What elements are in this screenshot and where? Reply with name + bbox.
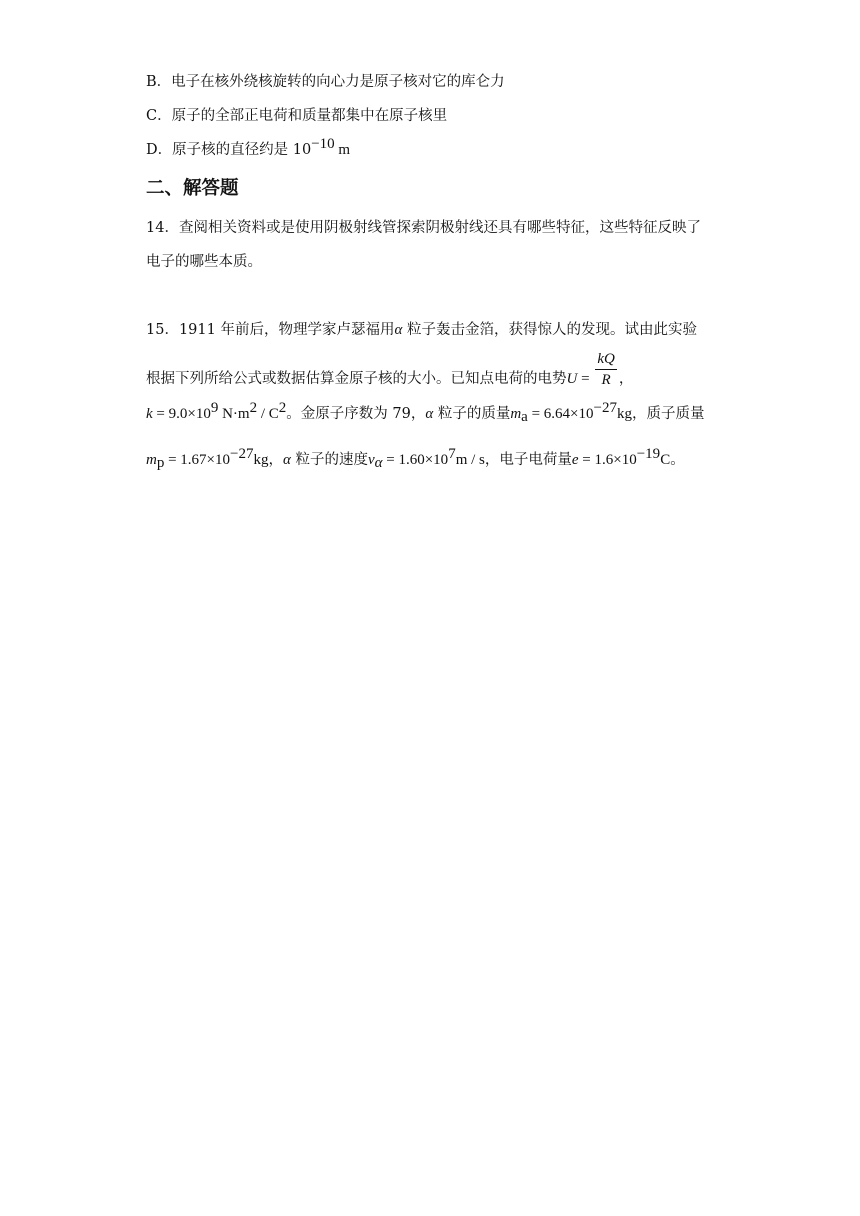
mp-exponent: −27 — [230, 446, 254, 462]
alpha-symbol-2: α — [425, 406, 434, 422]
fraction-numerator: kQ — [595, 352, 617, 370]
k-unit: N·m — [218, 406, 250, 422]
q15-text-3-mid: 。金原子序数为 79， — [286, 406, 426, 422]
question-14-line-1: 14．查阅相关资料或是使用阴极射线管探索阴极射线还具有哪些特征，这些特征反映了 — [146, 220, 701, 236]
option-d-exponent: −10 — [311, 136, 335, 152]
e-value: = 1.6×10 — [578, 452, 637, 468]
ma-value: = 6.64×10 — [527, 406, 594, 422]
mp-subscript: p — [156, 455, 165, 471]
comma: ， — [618, 371, 634, 387]
mp-value: = 1.67×10 — [164, 452, 231, 468]
option-d-text: D．原子核的直径约是 10 — [146, 142, 312, 158]
question-15-line-3 — [146, 400, 705, 425]
ma-exponent: −27 — [593, 400, 617, 416]
mp-unit: kg — [253, 452, 269, 468]
question-15-line-4 — [146, 446, 685, 471]
q15-text-2a: 根据下列所给公式或数据估算金原子核的大小。已知点电荷的电势 — [146, 371, 567, 387]
q15-text-3-end: ，质子质量 — [631, 406, 705, 422]
question-15-line-1 — [146, 323, 697, 338]
k-symbol: k — [146, 406, 153, 422]
mp-symbol: m — [146, 452, 157, 468]
fraction-denominator: R — [601, 372, 611, 388]
option-b: B．电子在核外绕核旋转的向心力是原子核对它的库仑力 — [146, 74, 505, 90]
option-d-unit: m — [334, 142, 351, 158]
v-value: = 1.60×10 — [382, 452, 449, 468]
k-value: = 9.0×10 — [152, 406, 211, 422]
ma-unit: kg — [616, 406, 632, 422]
potential-symbol: U — [566, 371, 578, 387]
section-title: 二、解答题 — [146, 178, 239, 199]
equals-sign: = — [577, 371, 594, 387]
question-15-line-2 — [146, 351, 634, 390]
e-exponent: −19 — [636, 446, 661, 462]
v-exponent: 7 — [448, 446, 456, 462]
v-subscript: α — [374, 455, 383, 471]
potential-fraction — [595, 352, 617, 388]
ma-symbol: m — [510, 406, 522, 422]
q15-text-1b: 粒子轰击金箔，获得惊人的发现。试由此实验 — [402, 322, 697, 338]
k-exponent: 9 — [210, 400, 219, 416]
option-c: C．原子的全部正电荷和质量都集中在原子核里 — [146, 108, 448, 124]
ma-subscript: a — [521, 409, 528, 425]
q15-text-4-alpha: 粒子的速度 — [290, 452, 368, 468]
k-unit-2: / C — [257, 406, 279, 422]
q15-text-4a: ， — [268, 452, 283, 468]
q15-text-1a: 15．1911 年前后，物理学家卢瑟福用 — [146, 322, 395, 338]
alpha-symbol-3: α — [282, 452, 291, 468]
q15-text-4b: ，电子电荷量 — [484, 452, 572, 468]
option-d — [146, 136, 351, 158]
v-unit: m / s — [455, 452, 485, 468]
k-unit-exponent: 2 — [249, 400, 258, 416]
e-unit: C — [660, 452, 671, 468]
q15-text-3-alpha: 粒子的质量 — [433, 406, 511, 422]
e-symbol: e — [571, 452, 579, 468]
question-14-line-2: 电子的哪些本质。 — [146, 254, 262, 270]
alpha-symbol: α — [394, 322, 403, 338]
q15-period: 。 — [670, 452, 685, 468]
k-unit-2-exponent: 2 — [278, 400, 287, 416]
v-symbol: v — [367, 452, 375, 468]
